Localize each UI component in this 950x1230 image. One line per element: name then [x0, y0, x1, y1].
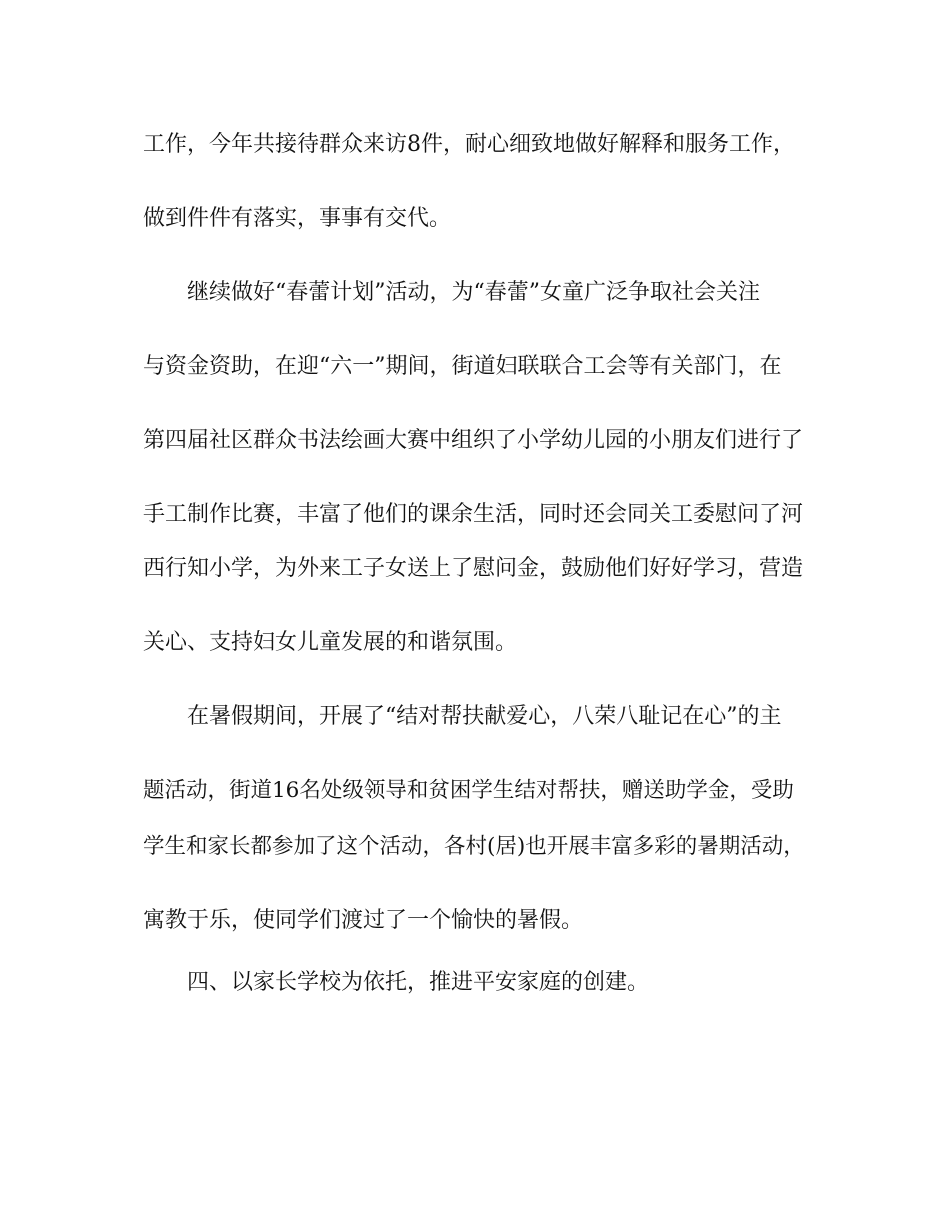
- paragraph-line: 在暑假期间，开展了“结对帮扶献爱心，八荣八耻记在心”的主: [187, 704, 782, 729]
- paragraph-line: 与资金资助，在迎“六一”期间，街道妇联联合工会等有关部门，在: [143, 354, 782, 379]
- paragraph-line: 继续做好“春蕾计划”活动，为“春蕾”女童广泛争取社会关注: [187, 280, 760, 305]
- paragraph-line: 学生和家长都参加了这个活动，各村(居)也开展丰富多彩的暑期活动，: [143, 834, 805, 859]
- paragraph-line: 第四届社区群众书法绘画大赛中组织了小学幼儿园的小朋友们进行了: [143, 428, 804, 453]
- section-heading: 四、以家长学校为依托，推进平安家庭的创建。: [187, 970, 650, 995]
- paragraph-line: 做到件件有落实，事事有交代。: [143, 206, 452, 231]
- paragraph-line: 西行知小学，为外来工子女送上了慰问金，鼓励他们好好学习，营造: [143, 556, 804, 581]
- paragraph-line: 关心、支持妇女儿童发展的和谐氛围。: [143, 630, 518, 655]
- paragraph-line: 工作，今年共接待群众来访8件，耐心细致地做好解释和服务工作，: [143, 132, 795, 157]
- paragraph-line: 题活动，街道16名处级领导和贫困学生结对帮扶，赠送助学金，受助: [143, 778, 794, 803]
- paragraph-line: 寓教于乐，使同学们渡过了一个愉快的暑假。: [143, 908, 584, 933]
- paragraph-line: 手工制作比赛，丰富了他们的课余生活，同时还会同关工委慰问了河: [143, 502, 804, 527]
